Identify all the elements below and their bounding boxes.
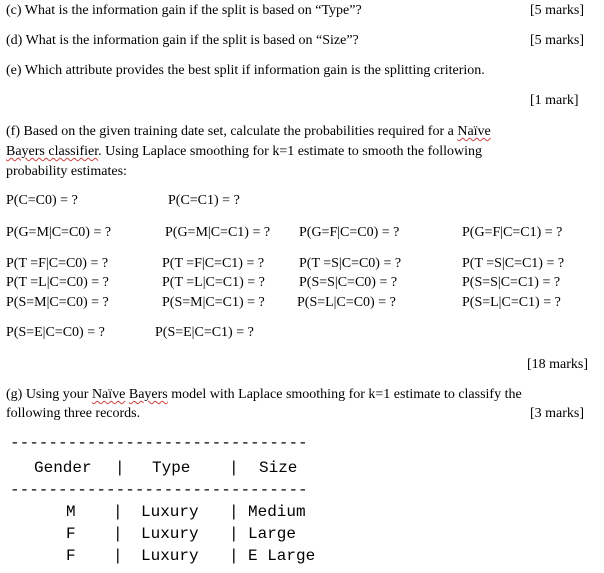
bayers-word-g: Bayers bbox=[128, 387, 168, 402]
prob-ts-c1: P(T =S|C=C1) = ? bbox=[462, 256, 565, 271]
bayers-classifier-words: Bayers classifier bbox=[6, 144, 99, 159]
prob-ts-c0: P(T =S|C=C0) = ? bbox=[299, 256, 402, 271]
question-g-line2: following three records. bbox=[6, 406, 141, 421]
table-row-1-sep-1: | bbox=[113, 503, 123, 521]
prob-gm-c1: P(G=M|C=C1) = ? bbox=[165, 225, 271, 240]
prob-sl-c1: P(S=L|C=C1) = ? bbox=[462, 295, 561, 310]
question-c-marks: [5 marks] bbox=[530, 3, 585, 18]
question-c-text: (c) What is the information gain if the split is based on “Type”? bbox=[6, 3, 362, 18]
table-row-2-sep-2: | bbox=[229, 525, 239, 543]
prob-ss-c1: P(S=S|C=C1) = ? bbox=[462, 275, 561, 290]
question-g-line1-suffix: model with Laplace smoothing for k=1 estimate to classify the bbox=[167, 387, 522, 402]
question-f-line2-suffix: . Using Laplace smoothing for k=1 estimate to smooth the following bbox=[98, 144, 483, 159]
table-header-rule: ------------------------------- bbox=[10, 481, 308, 499]
question-g-marks: [3 marks] bbox=[530, 406, 585, 421]
prob-c0: P(C=C0) = ? bbox=[6, 193, 78, 208]
question-d-marks: [5 marks] bbox=[530, 33, 585, 48]
question-f-line1 bbox=[6, 124, 491, 140]
prob-se-c1: P(S=E|C=C1) = ? bbox=[155, 325, 254, 340]
table-row-1-size: Medium bbox=[248, 503, 306, 521]
table-row-1-sep-2: | bbox=[229, 503, 239, 521]
prob-gf-c1: P(G=F|C=C1) = ? bbox=[462, 225, 563, 240]
table-row-2-type: Luxury bbox=[141, 525, 199, 543]
prob-tf-c0: P(T =F|C=C0) = ? bbox=[6, 256, 109, 271]
table-row-2-size: Large bbox=[248, 525, 297, 543]
prob-ss-c0: P(S=S|C=C0) = ? bbox=[299, 275, 398, 290]
prob-c1: P(C=C1) = ? bbox=[168, 193, 240, 208]
table-row-3-size: E Large bbox=[248, 547, 316, 565]
prob-tl-c0: P(T =L|C=C0) = ? bbox=[6, 275, 109, 290]
table-header-size: Size bbox=[259, 459, 298, 477]
table-row-1-type: Luxury bbox=[141, 503, 199, 521]
table-row-2-gender: F bbox=[66, 525, 76, 543]
question-f-line3: probability estimates: bbox=[6, 164, 127, 179]
table-row-3-type: Luxury bbox=[141, 547, 199, 565]
naive-word: Naïve bbox=[457, 124, 491, 139]
question-d-text: (d) What is the information gain if the split is based on “Size”? bbox=[6, 33, 359, 48]
prob-sm-c0: P(S=M|C=C0) = ? bbox=[6, 295, 109, 310]
table-row-3-sep-2: | bbox=[229, 547, 239, 565]
prob-gf-c0: P(G=F|C=C0) = ? bbox=[299, 225, 400, 240]
prob-sl-c0: P(S=L|C=C0) = ? bbox=[297, 295, 396, 310]
prob-sm-c1: P(S=M|C=C1) = ? bbox=[162, 295, 265, 310]
question-f-marks: [18 marks] bbox=[527, 357, 589, 372]
prob-tl-c1: P(T =L|C=C1) = ? bbox=[162, 275, 265, 290]
table-header-type: Type bbox=[152, 459, 191, 477]
question-e-marks: [1 mark] bbox=[530, 93, 579, 108]
table-header-sep-2: | bbox=[229, 459, 239, 477]
table-row-2-sep-1: | bbox=[113, 525, 123, 543]
table-row-1-gender: M bbox=[66, 503, 76, 521]
prob-tf-c1: P(T =F|C=C1) = ? bbox=[162, 256, 265, 271]
table-row-3-gender: F bbox=[66, 547, 76, 565]
table-header-gender: Gender bbox=[34, 459, 92, 477]
question-f-line2 bbox=[6, 144, 482, 160]
table-row-3-sep-1: | bbox=[113, 547, 123, 565]
question-f-line1-prefix: (f) Based on the given training date set, calculate the probabilities required for a bbox=[6, 124, 458, 139]
question-g-line1 bbox=[6, 387, 522, 403]
question-e-text: (e) Which attribute provides the best split if information gain is the splitting criterion. bbox=[6, 63, 485, 78]
prob-gm-c0: P(G=M|C=C0) = ? bbox=[6, 225, 112, 240]
table-header-sep-1: | bbox=[115, 459, 125, 477]
table-top-rule: ------------------------------- bbox=[10, 434, 308, 452]
question-g-line1-prefix: (g) Using your bbox=[6, 387, 92, 402]
prob-se-c0: P(S=E|C=C0) = ? bbox=[6, 325, 105, 340]
naive-word-g: Naïve bbox=[91, 387, 126, 402]
